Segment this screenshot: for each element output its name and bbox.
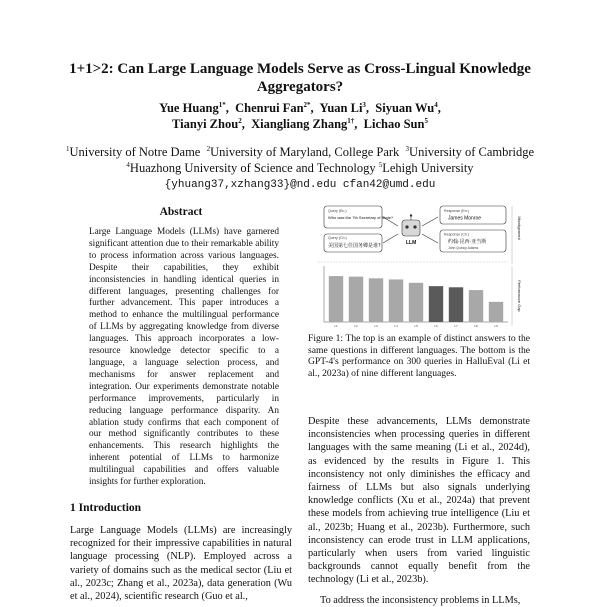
paper-title: 1+1>2: Can Large Language Models Serve as Cross-Lingual Knowledge Aggregators? [69,61,531,95]
bar-L6 [429,286,443,322]
author: Lichao Sun [363,117,425,131]
bar-L4 [389,279,403,322]
tick-label: L7 [454,324,458,328]
bar-L3 [369,278,383,322]
figure-caption: Figure 1: The top is an example of distinct answers to the same questions in different languages. The bottom is the GPT-4's performance on 300 queries in HalluEval (Li et al., 2023a) of nine different languages. [308,333,530,379]
abstract-heading: Abstract [159,206,203,218]
author: Yue Huang [159,101,219,115]
author: Tianyi Zhou [172,117,239,131]
bar-L2 [349,277,363,322]
bar-L8 [469,290,483,322]
section-heading-introduction: 1 Introduction [70,502,142,514]
tick-label: L3 [374,324,378,328]
bar-L9 [489,302,503,322]
bar-L7 [449,287,463,322]
figure-1 [308,204,530,330]
llm-label: LLM [406,240,417,246]
right-column-paragraph: Despite these advancements, LLMs demonstrate inconsistencies when processing queries in different languages with the same meaning (Li et al., 2024d), as evidenced by the results in Figure 1. This inconsistency not only diminishes the efficacy and fairness of LLMs but also signals underlying knowledge conflicts (Xu et al., 2024a) that prevent these models from achieving true intelligence (Liu et al., 2023b; Huang et al., 2023b). Furthermore, such inconsistency can erode trust in LLM applications, particularly when users from varied linguistic backgrounds cannot equally benefit from the technology (Li et al., 2023b). [308,416,530,586]
query-en-text: Who was the 7th Secretary of State? [328,215,394,220]
tick-label: L4 [394,324,398,328]
tick-label: L9 [494,324,498,328]
query-zh-text: 美国第七任国务卿是谁? [328,243,381,249]
side-label-performance-gap: Performance Gap [517,280,522,312]
performance-bar-chart [324,266,508,328]
llm-robot-icon [402,214,420,236]
answer-zh-subtext: John Quincy Adams [448,246,479,250]
author: Siyuan Wu [375,101,435,115]
answer-zh-tag: Response (Ch.) [444,232,470,237]
author: Xiangliang Zhang [251,117,348,131]
right-column-paragraph-2: To address the inconsistency problems in LLMs, [320,595,521,606]
bar-L5 [409,283,423,322]
tick-label: L2 [354,324,358,328]
author-emails: {yhuang37,xzhang33}@nd.edu cfan42@umd.edu [164,179,436,191]
introduction-text: Large Language Models (LLMs) are increasingly recognized for their impressive capabilities in natural language processing (NLP). Employed across a variety of domains such as the medical sector (Liu et al., 2023c; Zhang et al., 2023a), data generation (Wu et al., 2024), scientific research (Guo et al., [70,525,292,603]
author-list: Yue Huang$^{1*}$, Chenrui Fan$^{2*}$, Yuan Li$^3$, Siyuan Wu$^4$, Tianyi Zhou$^2$, Xiangliang Zhang$^{1\dagger}$, Lichao Sun$^5$ [159,100,441,131]
answer-en-tag: Response (En.) [444,209,469,213]
query-en-tag: Query (En.) [328,209,347,213]
tick-label: L8 [474,324,478,328]
abstract-text: Large Language Models (LLMs) have garnered significant attention due to their remarkable ability to process information across various languages. Despite their capabilities, they exhibit inconsistencies in handling identical queries in different languages, presenting challenges for further advancement. This paper introduces a method to enhance the multilingual performance of LLMs by aggregating knowledge from diverse languages. This approach incorporates a low-resource knowledge detector specific to a language, a language selection process, and mechanisms for answer replacement and integration. Our experiments demonstrate notable performance improvements, particularly in reducing language performance disparity. An ablation study confirms that each component of our method significantly contributes to these enhancements. This research highlights the inherent potential of LLMs to harmonize multilingual capabilities and offers valuable insights for further exploration. [89,227,279,488]
tick-label: L1 [334,324,338,328]
tick-label: L5 [414,324,418,328]
tick-label: L6 [434,324,438,328]
side-label-misalignment: Misalignment [517,216,522,240]
bar-L1 [329,276,343,322]
answer-en-text: James Monroe [448,215,482,222]
answer-zh-text: 约翰·昆西·亚当斯 [448,239,487,245]
affiliations: $^1$University of Notre Dame $^2$University of Maryland, College Park $^3$University of Cambridge $^4$Huazhong University of Science and Technology $^5$Lehigh University {yhuang37,xzhang33}@nd.edu cfan42@umd.edu [65,144,535,191]
query-zh-tag: Query (Ch.) [328,236,347,240]
author: Yuan Li [319,101,363,115]
author: Chenrui Fan [235,101,304,115]
